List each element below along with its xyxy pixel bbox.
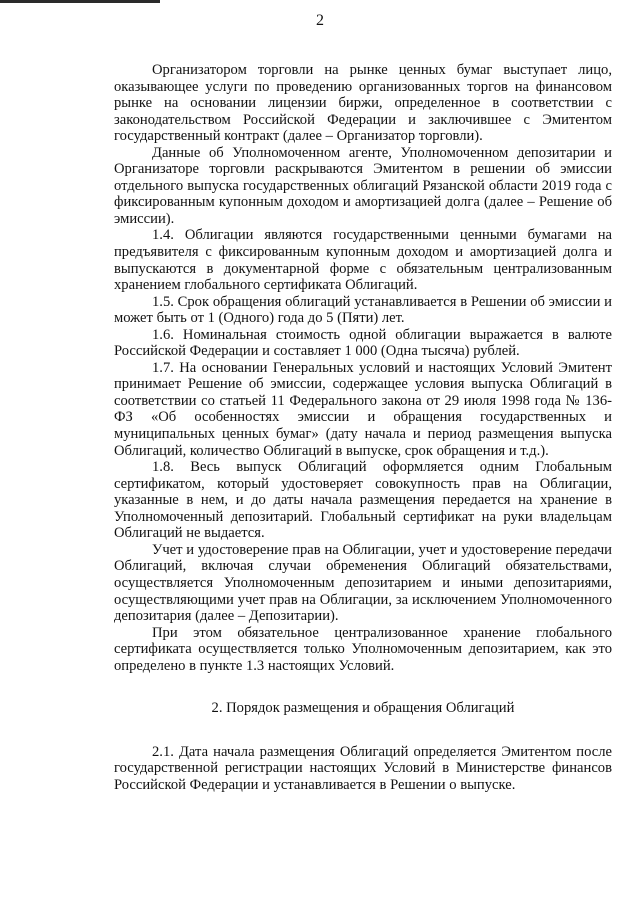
paragraph-1-4: 1.4. Облигации являются государственными ценными бумагами на предъявителя с фиксированным купонным доходом и амортизацией долга и выпускаются в документарной форме с обязательным централизованным хранением глобального сертификата Облигаций. bbox=[114, 227, 612, 294]
paragraph-1-7: 1.7. На основании Генеральных условий и настоящих Условий Эмитент принимает Решение об эмиссии, содержащее условия выпуска Облигаций в соответствии со статьей 11 Федерального закона от 29 июля 1998 года № 136-ФЗ «Об особенностях эмиссии и обращения государственных и муниципальных ценных бумаг» (дату начала и период размещения выпуска Облигаций, количество Облигаций в выпуске, срок обращения и т.д.). bbox=[114, 359, 612, 459]
paragraph-1-6: 1.6. Номинальная стоимость одной облигации выражается в валюте Российской Федерации и составляет 1 000 (Одна тысяча) рублей. bbox=[114, 326, 612, 360]
paragraph-central-storage: При этом обязательное централизованное хранение глобального сертификата осуществляется только Уполномоченным депозитарием, как это определено в пункте 1.3 настоящих Условий. bbox=[114, 624, 612, 674]
paragraph-1-5: 1.5. Срок обращения облигаций устанавливается в Решении об эмиссии и может быть от 1 (Одного) года до 5 (Пяти) лет. bbox=[114, 293, 612, 327]
paragraph-rights-accounting: Учет и удостоверение прав на Облигации, учет и удостоверение передачи Облигаций, включая случаи обременения Облигаций обязательствами, осуществляется Уполномоченным депозитарием и иными депозитариями, осуществляющими учет прав на Облигации, за исключением Уполномоченного депозитария (далее – Депозитарии). bbox=[114, 541, 612, 625]
paragraph-1-8: 1.8. Весь выпуск Облигаций оформляется одним Глобальным сертификатом, который удостоверяет совокупность прав на Облигации, указанные в нем, и до даты начала размещения передается на хранение в Уполномоченный депозитарий. Глобальный сертификат на руки владельцам Облигаций не выдается. bbox=[114, 459, 612, 542]
paragraph-organizer-definition: Организатором торговли на рынке ценных бумаг выступает лицо, оказывающее услуги по проведению организованных торгов на финансовом рынке на основании лицензии биржи, определенное в соответствии с законодательством Российской Федерации и заключившее с Эмитентом государственный контракт (далее – Организатор торговли). bbox=[114, 62, 612, 145]
page-number: 2 bbox=[316, 12, 324, 29]
paragraph-disclosure: Данные об Уполномоченном агенте, Уполномоченном депозитарии и Организаторе торговли раскрываются Эмитентом в решении об эмиссии отдельного выпуска государственных облигаций Рязанской области 2019 года с фиксированным купонным доходом и амортизацией долга (далее – Решение об эмиссии). bbox=[114, 144, 612, 227]
top-rule bbox=[0, 0, 160, 3]
section-heading: 2. Порядок размещения и обращения Облигаций bbox=[211, 700, 515, 717]
paragraph-2-1: 2.1. Дата начала размещения Облигаций определяется Эмитентом после государственной регистрации настоящих Условий в Министерстве финансов Российской Федерации и устанавливается в Решении о выпуске. bbox=[114, 743, 612, 793]
document-body bbox=[114, 62, 612, 793]
